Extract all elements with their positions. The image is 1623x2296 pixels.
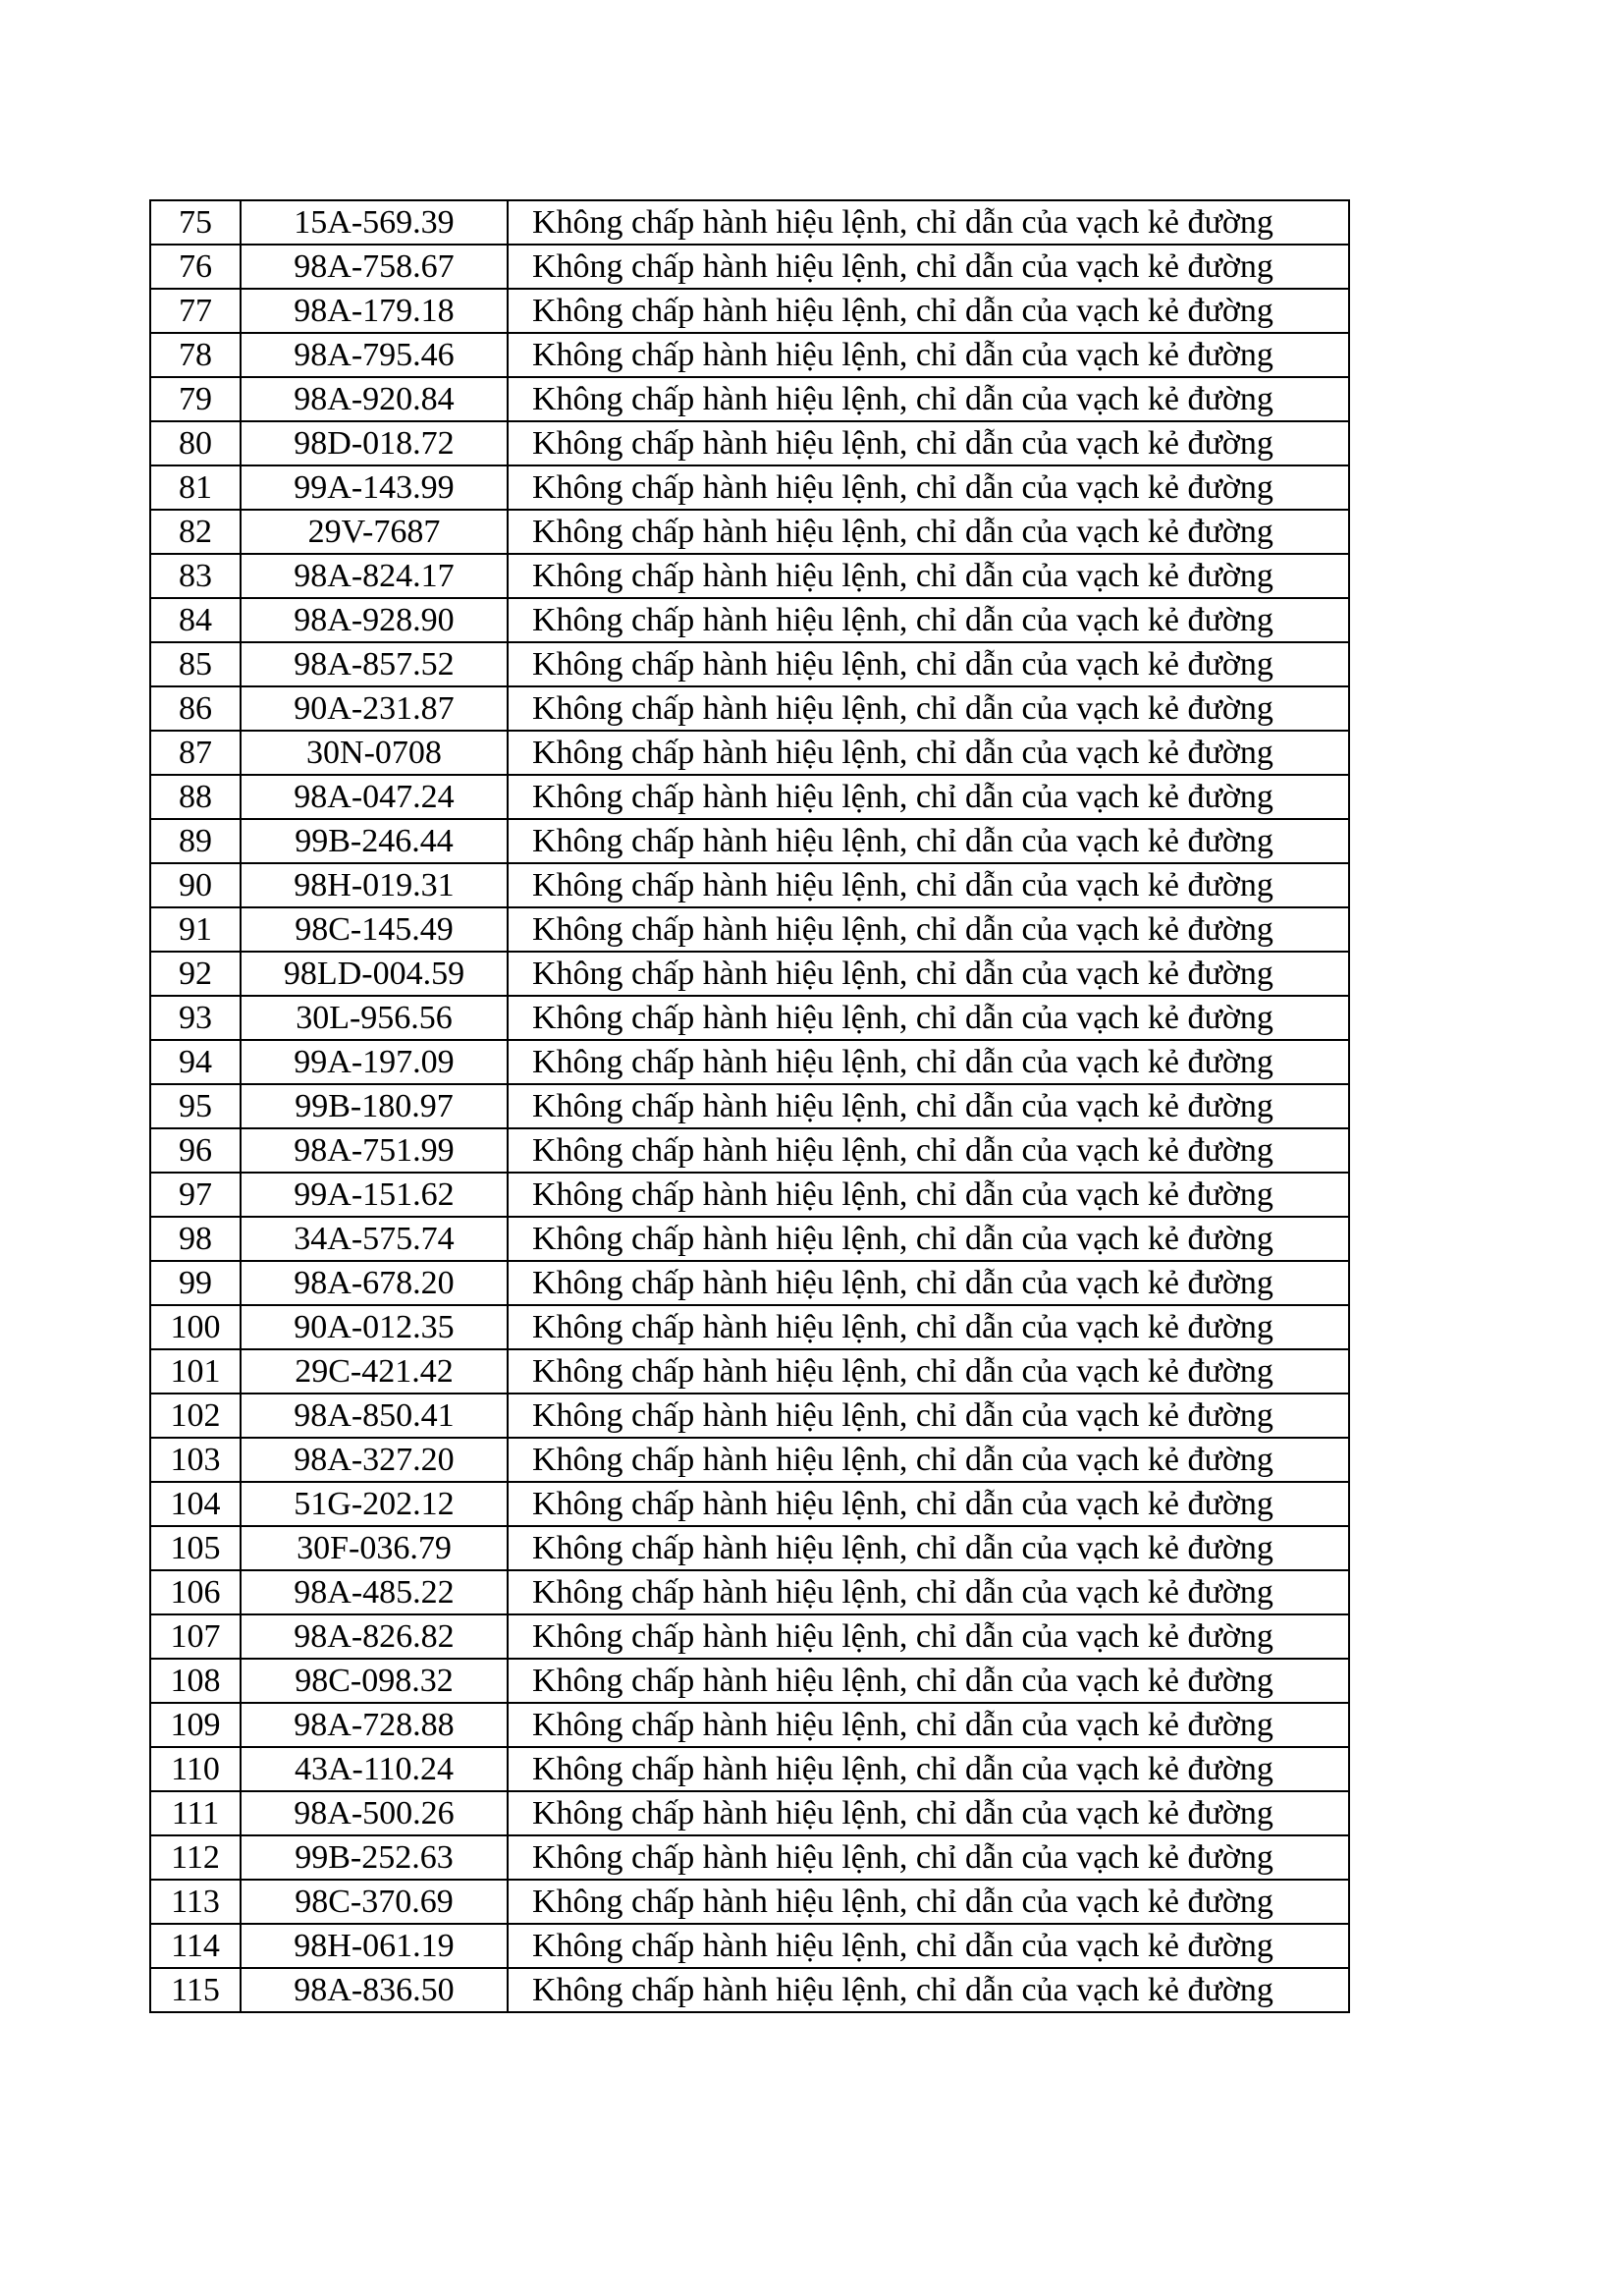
- table-row: [150, 1968, 1349, 2012]
- row-number-cell: 110: [150, 1747, 241, 1791]
- table-row: [150, 642, 1349, 686]
- license-plate-cell: 98A-857.52: [241, 642, 508, 686]
- license-plate-cell: 29V-7687: [241, 510, 508, 554]
- row-number-cell: 83: [150, 554, 241, 598]
- violation-cell: Không chấp hành hiệu lệnh, chỉ dẫn của vạch kẻ đường: [508, 907, 1349, 952]
- row-number-cell: 93: [150, 996, 241, 1040]
- row-number-cell: 90: [150, 863, 241, 907]
- table-row: [150, 863, 1349, 907]
- violation-cell: Không chấp hành hiệu lệnh, chỉ dẫn của vạch kẻ đường: [508, 200, 1349, 245]
- row-number-cell: 102: [150, 1394, 241, 1438]
- license-plate-cell: 98A-850.41: [241, 1394, 508, 1438]
- violation-cell: Không chấp hành hiệu lệnh, chỉ dẫn của vạch kẻ đường: [508, 1482, 1349, 1526]
- license-plate-cell: 34A-575.74: [241, 1217, 508, 1261]
- row-number-cell: 92: [150, 952, 241, 996]
- table-row: [150, 1747, 1349, 1791]
- license-plate-cell: 98A-327.20: [241, 1438, 508, 1482]
- table-row: [150, 1173, 1349, 1217]
- license-plate-cell: 90A-231.87: [241, 686, 508, 731]
- table-row: [150, 1394, 1349, 1438]
- violation-cell: Không chấp hành hiệu lệnh, chỉ dẫn của vạch kẻ đường: [508, 1526, 1349, 1570]
- license-plate-cell: 98A-485.22: [241, 1570, 508, 1614]
- violation-cell: Không chấp hành hiệu lệnh, chỉ dẫn của vạch kẻ đường: [508, 1349, 1349, 1394]
- row-number-cell: 109: [150, 1703, 241, 1747]
- violation-cell: Không chấp hành hiệu lệnh, chỉ dẫn của vạch kẻ đường: [508, 245, 1349, 289]
- violation-cell: Không chấp hành hiệu lệnh, chỉ dẫn của vạch kẻ đường: [508, 1173, 1349, 1217]
- row-number-cell: 107: [150, 1614, 241, 1659]
- table-row: [150, 1438, 1349, 1482]
- license-plate-cell: 99B-252.63: [241, 1835, 508, 1880]
- table-row: [150, 1217, 1349, 1261]
- violation-cell: Không chấp hành hiệu lệnh, chỉ dẫn của vạch kẻ đường: [508, 1570, 1349, 1614]
- row-number-cell: 111: [150, 1791, 241, 1835]
- violation-cell: Không chấp hành hiệu lệnh, chỉ dẫn của vạch kẻ đường: [508, 952, 1349, 996]
- violation-cell: Không chấp hành hiệu lệnh, chỉ dẫn của vạch kẻ đường: [508, 1217, 1349, 1261]
- table-row: [150, 1128, 1349, 1173]
- table-body: [150, 200, 1349, 2012]
- license-plate-cell: 99B-180.97: [241, 1084, 508, 1128]
- row-number-cell: 91: [150, 907, 241, 952]
- row-number-cell: 106: [150, 1570, 241, 1614]
- table-row: [150, 1791, 1349, 1835]
- license-plate-cell: 98D-018.72: [241, 421, 508, 465]
- row-number-cell: 98: [150, 1217, 241, 1261]
- table-row: [150, 1349, 1349, 1394]
- row-number-cell: 86: [150, 686, 241, 731]
- violation-cell: Không chấp hành hiệu lệnh, chỉ dẫn của vạch kẻ đường: [508, 775, 1349, 819]
- license-plate-cell: 98A-751.99: [241, 1128, 508, 1173]
- license-plate-cell: 98A-826.82: [241, 1614, 508, 1659]
- violation-cell: Không chấp hành hiệu lệnh, chỉ dẫn của vạch kẻ đường: [508, 731, 1349, 775]
- violation-cell: Không chấp hành hiệu lệnh, chỉ dẫn của vạch kẻ đường: [508, 1835, 1349, 1880]
- row-number-cell: 95: [150, 1084, 241, 1128]
- license-plate-cell: 98A-836.50: [241, 1968, 508, 2012]
- table-row: [150, 1305, 1349, 1349]
- license-plate-cell: 98A-047.24: [241, 775, 508, 819]
- table-row: [150, 1570, 1349, 1614]
- table-row: [150, 1482, 1349, 1526]
- row-number-cell: 84: [150, 598, 241, 642]
- table-row: [150, 333, 1349, 377]
- violation-cell: Không chấp hành hiệu lệnh, chỉ dẫn của vạch kẻ đường: [508, 377, 1349, 421]
- license-plate-cell: 30F-036.79: [241, 1526, 508, 1570]
- violation-cell: Không chấp hành hiệu lệnh, chỉ dẫn của vạch kẻ đường: [508, 863, 1349, 907]
- table-row: [150, 907, 1349, 952]
- license-plate-cell: 98A-678.20: [241, 1261, 508, 1305]
- violation-cell: Không chấp hành hiệu lệnh, chỉ dẫn của vạch kẻ đường: [508, 1968, 1349, 2012]
- row-number-cell: 75: [150, 200, 241, 245]
- license-plate-cell: 99B-246.44: [241, 819, 508, 863]
- table-row: [150, 1924, 1349, 1968]
- violation-cell: Không chấp hành hiệu lệnh, chỉ dẫn của vạch kẻ đường: [508, 1438, 1349, 1482]
- row-number-cell: 101: [150, 1349, 241, 1394]
- violation-cell: Không chấp hành hiệu lệnh, chỉ dẫn của vạch kẻ đường: [508, 1659, 1349, 1703]
- row-number-cell: 76: [150, 245, 241, 289]
- table-row: [150, 819, 1349, 863]
- license-plate-cell: 98C-098.32: [241, 1659, 508, 1703]
- table-row: [150, 510, 1349, 554]
- license-plate-cell: 15A-569.39: [241, 200, 508, 245]
- license-plate-cell: 90A-012.35: [241, 1305, 508, 1349]
- violation-cell: Không chấp hành hiệu lệnh, chỉ dẫn của vạch kẻ đường: [508, 1703, 1349, 1747]
- table-row: [150, 952, 1349, 996]
- violation-cell: Không chấp hành hiệu lệnh, chỉ dẫn của vạch kẻ đường: [508, 421, 1349, 465]
- violation-cell: Không chấp hành hiệu lệnh, chỉ dẫn của vạch kẻ đường: [508, 333, 1349, 377]
- license-plate-cell: 98A-728.88: [241, 1703, 508, 1747]
- violation-cell: Không chấp hành hiệu lệnh, chỉ dẫn của vạch kẻ đường: [508, 554, 1349, 598]
- license-plate-cell: 98A-795.46: [241, 333, 508, 377]
- row-number-cell: 87: [150, 731, 241, 775]
- row-number-cell: 114: [150, 1924, 241, 1968]
- license-plate-cell: 98A-824.17: [241, 554, 508, 598]
- license-plate-cell: 98C-370.69: [241, 1880, 508, 1924]
- license-plate-cell: 99A-197.09: [241, 1040, 508, 1084]
- table-row: [150, 377, 1349, 421]
- license-plate-cell: 98A-928.90: [241, 598, 508, 642]
- violation-cell: Không chấp hành hiệu lệnh, chỉ dẫn của vạch kẻ đường: [508, 1791, 1349, 1835]
- table-row: [150, 731, 1349, 775]
- table-row: [150, 1659, 1349, 1703]
- row-number-cell: 112: [150, 1835, 241, 1880]
- table-row: [150, 598, 1349, 642]
- violation-cell: Không chấp hành hiệu lệnh, chỉ dẫn của vạch kẻ đường: [508, 1305, 1349, 1349]
- table-row: [150, 245, 1349, 289]
- table-row: [150, 465, 1349, 510]
- row-number-cell: 104: [150, 1482, 241, 1526]
- table-row: [150, 1614, 1349, 1659]
- row-number-cell: 115: [150, 1968, 241, 2012]
- row-number-cell: 105: [150, 1526, 241, 1570]
- violation-cell: Không chấp hành hiệu lệnh, chỉ dẫn của vạch kẻ đường: [508, 510, 1349, 554]
- violation-cell: Không chấp hành hiệu lệnh, chỉ dẫn của vạch kẻ đường: [508, 1394, 1349, 1438]
- license-plate-cell: 98A-179.18: [241, 289, 508, 333]
- row-number-cell: 80: [150, 421, 241, 465]
- violation-cell: Không chấp hành hiệu lệnh, chỉ dẫn của vạch kẻ đường: [508, 1261, 1349, 1305]
- violation-cell: Không chấp hành hiệu lệnh, chỉ dẫn của vạch kẻ đường: [508, 598, 1349, 642]
- row-number-cell: 108: [150, 1659, 241, 1703]
- table-row: [150, 200, 1349, 245]
- table-row: [150, 686, 1349, 731]
- table-row: [150, 1526, 1349, 1570]
- license-plate-cell: 43A-110.24: [241, 1747, 508, 1791]
- violation-cell: Không chấp hành hiệu lệnh, chỉ dẫn của vạch kẻ đường: [508, 819, 1349, 863]
- row-number-cell: 81: [150, 465, 241, 510]
- row-number-cell: 82: [150, 510, 241, 554]
- row-number-cell: 85: [150, 642, 241, 686]
- table-row: [150, 775, 1349, 819]
- license-plate-cell: 98LD-004.59: [241, 952, 508, 996]
- row-number-cell: 77: [150, 289, 241, 333]
- row-number-cell: 78: [150, 333, 241, 377]
- row-number-cell: 94: [150, 1040, 241, 1084]
- license-plate-cell: 98C-145.49: [241, 907, 508, 952]
- table-row: [150, 1880, 1349, 1924]
- license-plate-cell: 29C-421.42: [241, 1349, 508, 1394]
- violation-cell: Không chấp hành hiệu lệnh, chỉ dẫn của vạch kẻ đường: [508, 1924, 1349, 1968]
- license-plate-cell: 99A-143.99: [241, 465, 508, 510]
- violation-cell: Không chấp hành hiệu lệnh, chỉ dẫn của vạch kẻ đường: [508, 1747, 1349, 1791]
- violation-cell: Không chấp hành hiệu lệnh, chỉ dẫn của vạch kẻ đường: [508, 1084, 1349, 1128]
- table-row: [150, 1084, 1349, 1128]
- violation-cell: Không chấp hành hiệu lệnh, chỉ dẫn của vạch kẻ đường: [508, 1128, 1349, 1173]
- table-row: [150, 1261, 1349, 1305]
- row-number-cell: 99: [150, 1261, 241, 1305]
- violation-cell: Không chấp hành hiệu lệnh, chỉ dẫn của vạch kẻ đường: [508, 996, 1349, 1040]
- row-number-cell: 79: [150, 377, 241, 421]
- table-row: [150, 996, 1349, 1040]
- row-number-cell: 88: [150, 775, 241, 819]
- license-plate-cell: 98A-500.26: [241, 1791, 508, 1835]
- row-number-cell: 113: [150, 1880, 241, 1924]
- license-plate-cell: 98A-758.67: [241, 245, 508, 289]
- table-row: [150, 554, 1349, 598]
- license-plate-cell: 98A-920.84: [241, 377, 508, 421]
- violation-cell: Không chấp hành hiệu lệnh, chỉ dẫn của vạch kẻ đường: [508, 1040, 1349, 1084]
- row-number-cell: 96: [150, 1128, 241, 1173]
- violations-table: [149, 199, 1350, 2013]
- violation-cell: Không chấp hành hiệu lệnh, chỉ dẫn của vạch kẻ đường: [508, 686, 1349, 731]
- row-number-cell: 103: [150, 1438, 241, 1482]
- violation-cell: Không chấp hành hiệu lệnh, chỉ dẫn của vạch kẻ đường: [508, 289, 1349, 333]
- violation-cell: Không chấp hành hiệu lệnh, chỉ dẫn của vạch kẻ đường: [508, 1880, 1349, 1924]
- table-row: [150, 1835, 1349, 1880]
- table-row: [150, 1040, 1349, 1084]
- table-row: [150, 1703, 1349, 1747]
- license-plate-cell: 51G-202.12: [241, 1482, 508, 1526]
- violation-cell: Không chấp hành hiệu lệnh, chỉ dẫn của vạch kẻ đường: [508, 642, 1349, 686]
- license-plate-cell: 98H-061.19: [241, 1924, 508, 1968]
- row-number-cell: 89: [150, 819, 241, 863]
- license-plate-cell: 30L-956.56: [241, 996, 508, 1040]
- license-plate-cell: 99A-151.62: [241, 1173, 508, 1217]
- row-number-cell: 97: [150, 1173, 241, 1217]
- license-plate-cell: 30N-0708: [241, 731, 508, 775]
- license-plate-cell: 98H-019.31: [241, 863, 508, 907]
- violation-cell: Không chấp hành hiệu lệnh, chỉ dẫn của vạch kẻ đường: [508, 465, 1349, 510]
- table-row: [150, 421, 1349, 465]
- table-row: [150, 289, 1349, 333]
- row-number-cell: 100: [150, 1305, 241, 1349]
- violation-cell: Không chấp hành hiệu lệnh, chỉ dẫn của vạch kẻ đường: [508, 1614, 1349, 1659]
